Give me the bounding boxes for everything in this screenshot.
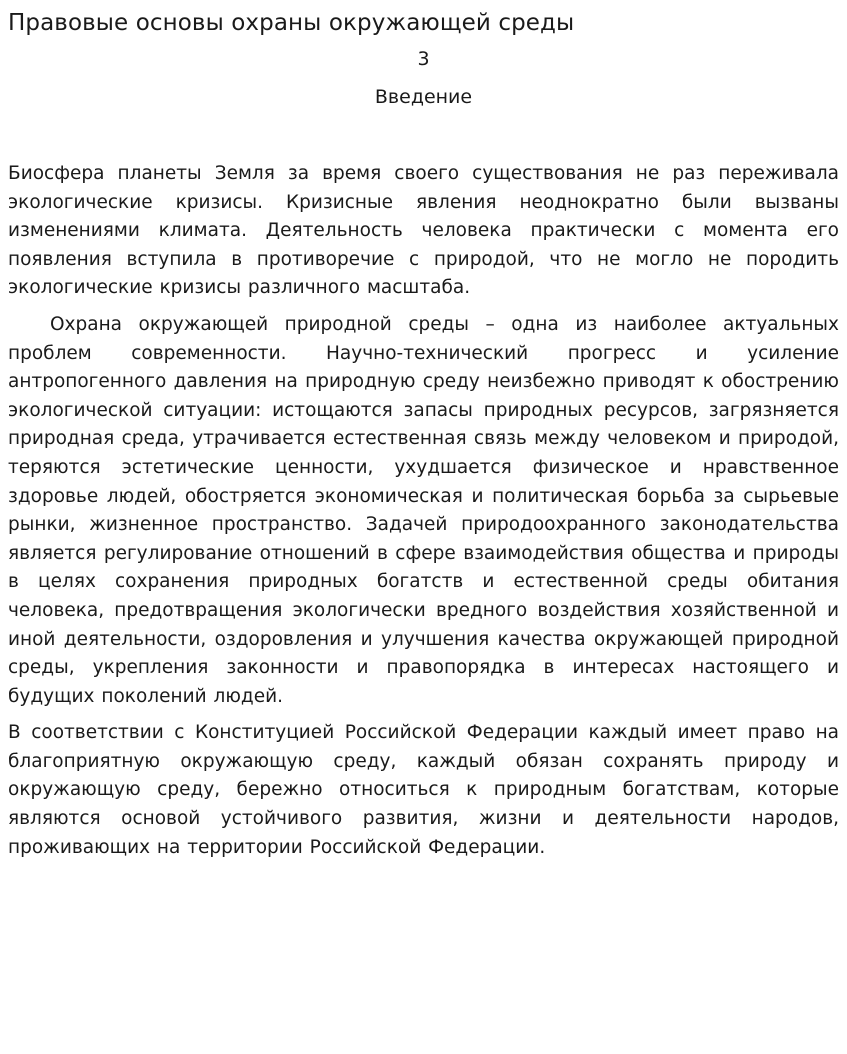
document-title: Правовые основы охраны окружающей среды (8, 10, 575, 36)
body-text (8, 160, 839, 862)
section-heading: Введение (374, 86, 473, 108)
page-number: 3 (417, 48, 430, 70)
paragraph-constitution: В соответствии с Конституцией Российской Федерации каждый имеет право на благоприятную окружающую среду, каждый обязан сохранять природу и окружающую среду, бережно относиться к природным богатствам, которые являются основой устойчивого развития, жизни и деятельности народов, проживающих на территории Российской Федерации. (8, 722, 839, 858)
paragraph-biosphere: Биосфера планеты Земля за время своего существования не раз переживала экологические кризисы. Кризисные явления неоднократно были вызваны изменениями климата. Деятельность человека практически с момента его появления вступила в противоречие с природой, что не могло не породить экологические кризисы различного масштаба. (8, 163, 839, 299)
paragraph-environmental-protection: Охрана окружающей природной среды – одна из наиболее актуальных проблем современности. Научно-технический прогресс и усиление антропогенного давления на природную среду неизбежно приводят к обострению экологической ситуации: истощаются запасы природных ресурсов, загрязняется природная среда, утрачивается естественная связь между человеком и природой, теряются эстетические ценности, ухудшается физическое и нравственное здоровье людей, обостряется экономическая и политическая борьба за сырьевые рынки, жизненное пространство. Задачей природоохранного законодательства является регулирование отношений в сфере взаимодействия общества и природы в целях сохранения природных богатств и естественной среды обитания человека, предотвращения экологически вредного воздействия хозяйственной и иной деятельности, оздоровления и улучшения качества окружающей природной среды, укрепления законности и правопорядка в интересах настоящего и будущих поколений людей. (8, 313, 839, 707)
